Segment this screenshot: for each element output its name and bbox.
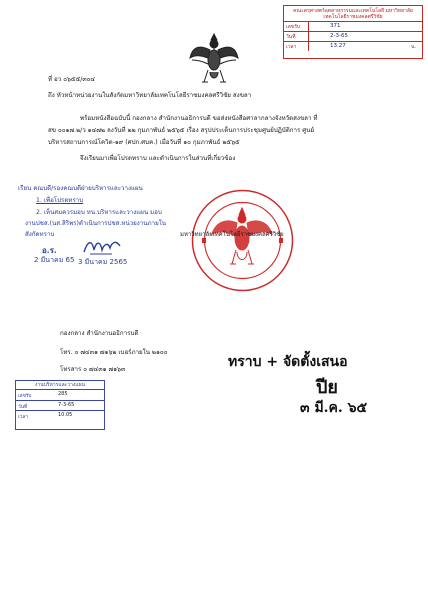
note-signature-mark: อ.ร.	[42, 245, 57, 255]
handwritten-date: ๓ มี.ค. ๖๕	[300, 400, 368, 416]
handwritten-note: ทราบ + จัดตั้งเสนอ	[228, 354, 348, 370]
office-row-label: เลขรับ	[18, 394, 32, 399]
seal-caption: มหาวิทยาลัยเทคโนโลยีราชมงคลศรีวิชัย	[180, 231, 284, 238]
receipt-row-number	[284, 22, 422, 32]
receipt-row-label: เลขรับ	[286, 24, 301, 30]
office-row-label: วันที่	[18, 404, 28, 410]
office-row-value: 10.05	[58, 412, 73, 418]
handwritten-initials: ปีย	[316, 377, 338, 398]
note-line: สังกัดทราบ	[25, 231, 55, 238]
receipt-row-value: 2-3-65	[330, 33, 348, 39]
note-line: 1. เพื่อโปรดทราบ	[36, 197, 84, 204]
receipt-stamp	[283, 5, 423, 59]
letter-recipient: ถึง หัวหน้าหน่วยงานในสังกัดมหาวิทยาลัยเทคโนโลยีราชมงคลศรีวิชัย สงขลา	[48, 92, 252, 99]
note-date-right: 3 มีนาคม 2565	[78, 258, 128, 266]
receipt-row-value: 13.27	[330, 43, 346, 49]
note-line: 2. เห็นสมควรมอบ หน.บริหารและวางแผน มอบ	[36, 209, 162, 216]
letter-number: ที่ อว ๐๖๕๕/๓๐๔	[48, 76, 96, 83]
letter-closing: จึงเรียนมาเพื่อโปรดทราบ และดำเนินการในส่วนที่เกี่ยวข้อง	[80, 155, 236, 162]
letter-body-line: บริหารสถานการณ์โควิด-๑๙ (ศปก.ศบค.) เมื่อวันที่ ๑๐ กุมภาพันธ์ ๒๕๖๕	[48, 139, 240, 146]
letter-body-line: พร้อมหนังสือฉบับนี้ กองกลาง สำนักงานอธิการบดี ขอส่งหนังสือศาลากลางจังหวัดสงขลา ที่	[80, 115, 318, 122]
letter-body-line: สข ๐๐๑๗.๒/ว ๑๔๗๒ ลงวันที่ ๒๒ กุมภาพันธ์ ๒๕๖๕ เรื่อง สรุปประเด็นการประชุมศูนย์ปฏิบัติการ ศูนย์	[48, 127, 315, 134]
receipt-row-value: 371	[330, 23, 341, 29]
sender-phone: โทร. ๐ ๗๔๓๑ ๗๑๖๒ เบอร์ภายใน ๒๑๐๐	[60, 349, 168, 356]
office-row-label: เวลา	[18, 415, 28, 420]
note-line: เรียน คณบดี/รองคณบดีฝ่ายบริหารและวางแผน	[18, 185, 143, 192]
receipt-row-date	[284, 32, 422, 42]
sender-department: กองกลาง สำนักงานอธิการบดี	[60, 330, 139, 337]
office-stamp-header: งานบริหารและวางแผน	[16, 381, 104, 390]
office-row-date	[16, 401, 104, 412]
receipt-row-suffix: น.	[410, 44, 416, 50]
note-line: งานปชส.(นส.สิริพร)ดำเนินการปชส.หน่วยงานภายใน	[25, 220, 166, 227]
office-row-value: 7-3-65	[58, 401, 75, 408]
receipt-row-label: เวลา	[286, 44, 297, 50]
office-row-time	[16, 411, 104, 421]
garuda-emblem-icon	[188, 30, 240, 88]
sender-fax: โทรสาร ๐ ๗๔๓๑ ๗๑๖๓	[60, 366, 126, 373]
receipt-stamp-header: คณะครุศาสตร์อุตสาหกรรมและเทคโนโลยี มหาวิทยาลัยเทคโนโลยีราชมงคลศรีวิชัย	[284, 6, 422, 22]
office-row-number	[16, 390, 104, 401]
university-seal-icon	[190, 188, 295, 293]
note-date-left: 2 มีนาคม 65	[34, 256, 75, 264]
receipt-row-time	[284, 42, 422, 51]
receipt-row-label: วันที่	[286, 34, 296, 40]
office-stamp	[15, 380, 105, 430]
signature-scribble-icon	[82, 236, 122, 258]
office-row-value: 285	[58, 391, 68, 397]
